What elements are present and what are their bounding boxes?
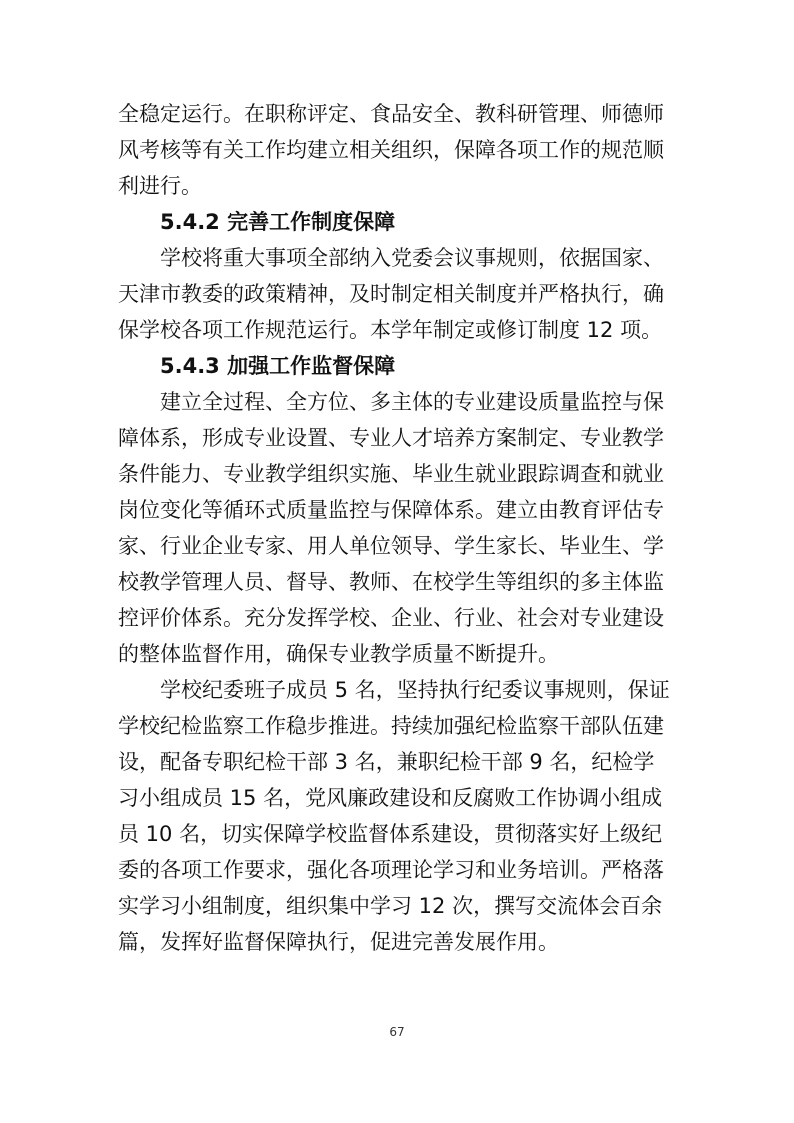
text-line: 习小组成员 15 名，党风廉政建设和反腐败工作协调小组成	[118, 786, 663, 810]
text-line: 岗位变化等循环式质量监控与保障体系。建立由教育评估专	[118, 498, 664, 522]
section-5-4-2-paragraph	[118, 240, 670, 348]
text-line: 利进行。	[118, 174, 202, 198]
text-line: 控评价体系。充分发挥学校、企业、行业、社会对专业建设	[118, 606, 664, 630]
text-line: 学校纪委班子成员 5 名，坚持执行纪委议事规则，保证	[160, 678, 670, 702]
text-line: 条件能力、专业教学组织实施、毕业生就业跟踪调查和就业	[118, 462, 664, 486]
text-line: 委的各项工作要求，强化各项理论学习和业务培训。严格落	[118, 858, 664, 882]
text-line: 实学习小组制度，组织集中学习 12 次，撰写交流体会百余	[118, 894, 663, 918]
text-line: 校教学管理人员、督导、教师、在校学生等组织的多主体监	[118, 570, 664, 594]
section-5-4-3-paragraph-1	[118, 384, 670, 672]
section-heading-5-4-2: 5.4.2 完善工作制度保障	[160, 210, 396, 234]
text-line: 风考核等有关工作均建立相关组织，保障各项工作的规范顺	[118, 138, 664, 162]
text-line: 的整体监督作用，确保专业教学质量不断提升。	[118, 642, 559, 666]
section-heading-5-4-3: 5.4.3 加强工作监督保障	[160, 354, 396, 378]
text-line: 障体系，形成专业设置、专业人才培养方案制定、专业教学	[118, 426, 664, 450]
page-number: 67	[389, 1025, 405, 1039]
text-line: 全稳定运行。在职称评定、食品安全、教科研管理、师德师	[118, 102, 664, 126]
text-line: 员 10 名，切实保障学校监督体系建设，贯彻落实好上级纪	[118, 822, 663, 846]
text-line: 建立全过程、全方位、多主体的专业建设质量监控与保	[160, 390, 664, 414]
text-line: 篇，发挥好监督保障执行，促进完善发展作用。	[118, 930, 559, 954]
continuation-paragraph	[118, 96, 670, 204]
text-line: 天津市教委的政策精神，及时制定相关制度并严格执行，确	[118, 282, 664, 306]
section-5-4-3-paragraph-2	[118, 672, 670, 960]
text-line: 设，配备专职纪检干部 3 名，兼职纪检干部 9 名，纪检学	[118, 750, 655, 774]
document-page	[118, 96, 670, 960]
text-line: 家、行业企业专家、用人单位领导、学生家长、毕业生、学	[118, 534, 664, 558]
text-line: 学校将重大事项全部纳入党委会议事规则，依据国家、	[160, 246, 664, 270]
text-line: 保学校各项工作规范运行。本学年制定或修订制度 12 项。	[118, 318, 663, 342]
text-line: 学校纪检监察工作稳步推进。持续加强纪检监察干部队伍建	[118, 714, 664, 738]
